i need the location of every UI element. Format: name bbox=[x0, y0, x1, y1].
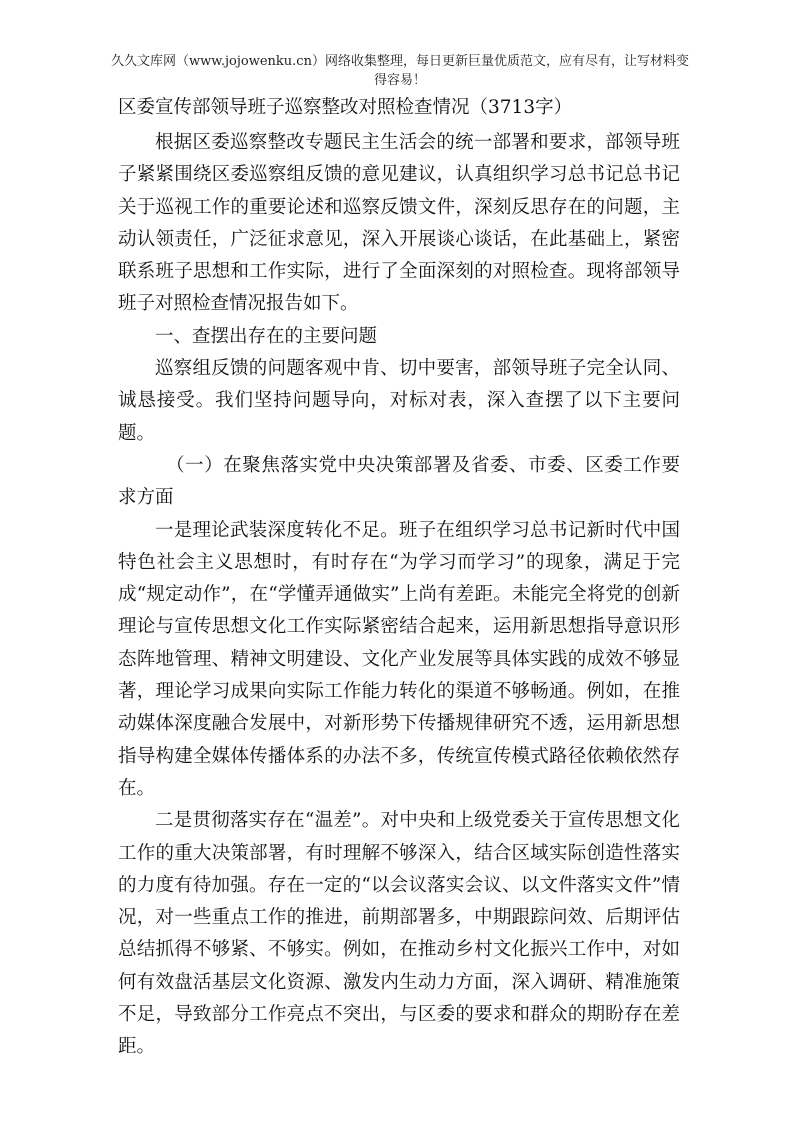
problem-paragraph-2: 二是贯彻落实存在“温差”。对中央和上级党委关于宣传思想文化工作的重大决策部署，有时理解不够深入，结合区域实际创造性落实的力度有待加强。存在一定的“以会议落实会议、以文件落实文件”情况，对一些重点工作的推进，前期部署多，中期跟踪问效、后期评估总结抓得不够紧、不够实。例如，在推动乡村文化振兴工作中，对如何有效盘活基层文化资源、激发内生动力方面，深入调研、精准施策不足，导致部分工作亮点不突出，与区委的要求和群众的期盼存在差距。 bbox=[118, 810, 680, 1058]
document-title: 区委宣传部领导班子巡察整改对照检查情况（3713字） bbox=[118, 97, 573, 118]
intro-paragraph: 根据区委巡察整改专题民主生活会的统一部署和要求，部领导班子紧紧围绕区委巡察组反馈的意见建议，认真组织学习总书记总书记关于巡视工作的重要论述和巡察反馈文件，深刻反思存在的问题，主动认领责任，广泛征求意见，深入开展谈心谈话，在此基础上，紧密联系班子思想和工作实际，进行了全面深刻的对照检查。现将部领导班子对照检查情况报告如下。 bbox=[118, 132, 680, 315]
subsection-heading-1: （一）在聚焦落实党中央决策部署及省委、市委、区委工作要求方面 bbox=[118, 454, 680, 509]
problem-paragraph-1: 一是理论武装深度转化不足。班子在组织学习总书记新时代中国特色社会主义思想时，有时存在“为学习而学习”的现象，满足于完成“规定动作”，在“学懂弄通做实”上尚有差距。未能完全将党的创新理论与宣传思想文化工作实际紧密结合起来，运用新思想指导意识形态阵地管理、精神文明建设、文化产业发展等具体实践的成效不够显著，理论学习成果向实际工作能力转化的渠道不够畅通。例如，在推动媒体深度融合发展中，对新形势下传播规律研究不透，运用新思想指导构建全媒体传播体系的办法不多，传统宣传模式路径依赖依然存在。 bbox=[118, 519, 680, 799]
website-header-note: 久久文库网（www.jojowenku.cn）网络收集整理，每日更新巨量优质范文，应有尽有，让写材料变得容易！ bbox=[111, 54, 689, 88]
section-heading-1: 一、查摆出存在的主要问题 bbox=[155, 325, 378, 347]
document-body bbox=[118, 127, 680, 1064]
section-1-intro-paragraph: 巡察组反馈的问题客观中肯、切中要害，部领导班子完全认同、诚恳接受。我们坚持问题导向，对标对表，深入查摆了以下主要问题。 bbox=[118, 358, 680, 444]
